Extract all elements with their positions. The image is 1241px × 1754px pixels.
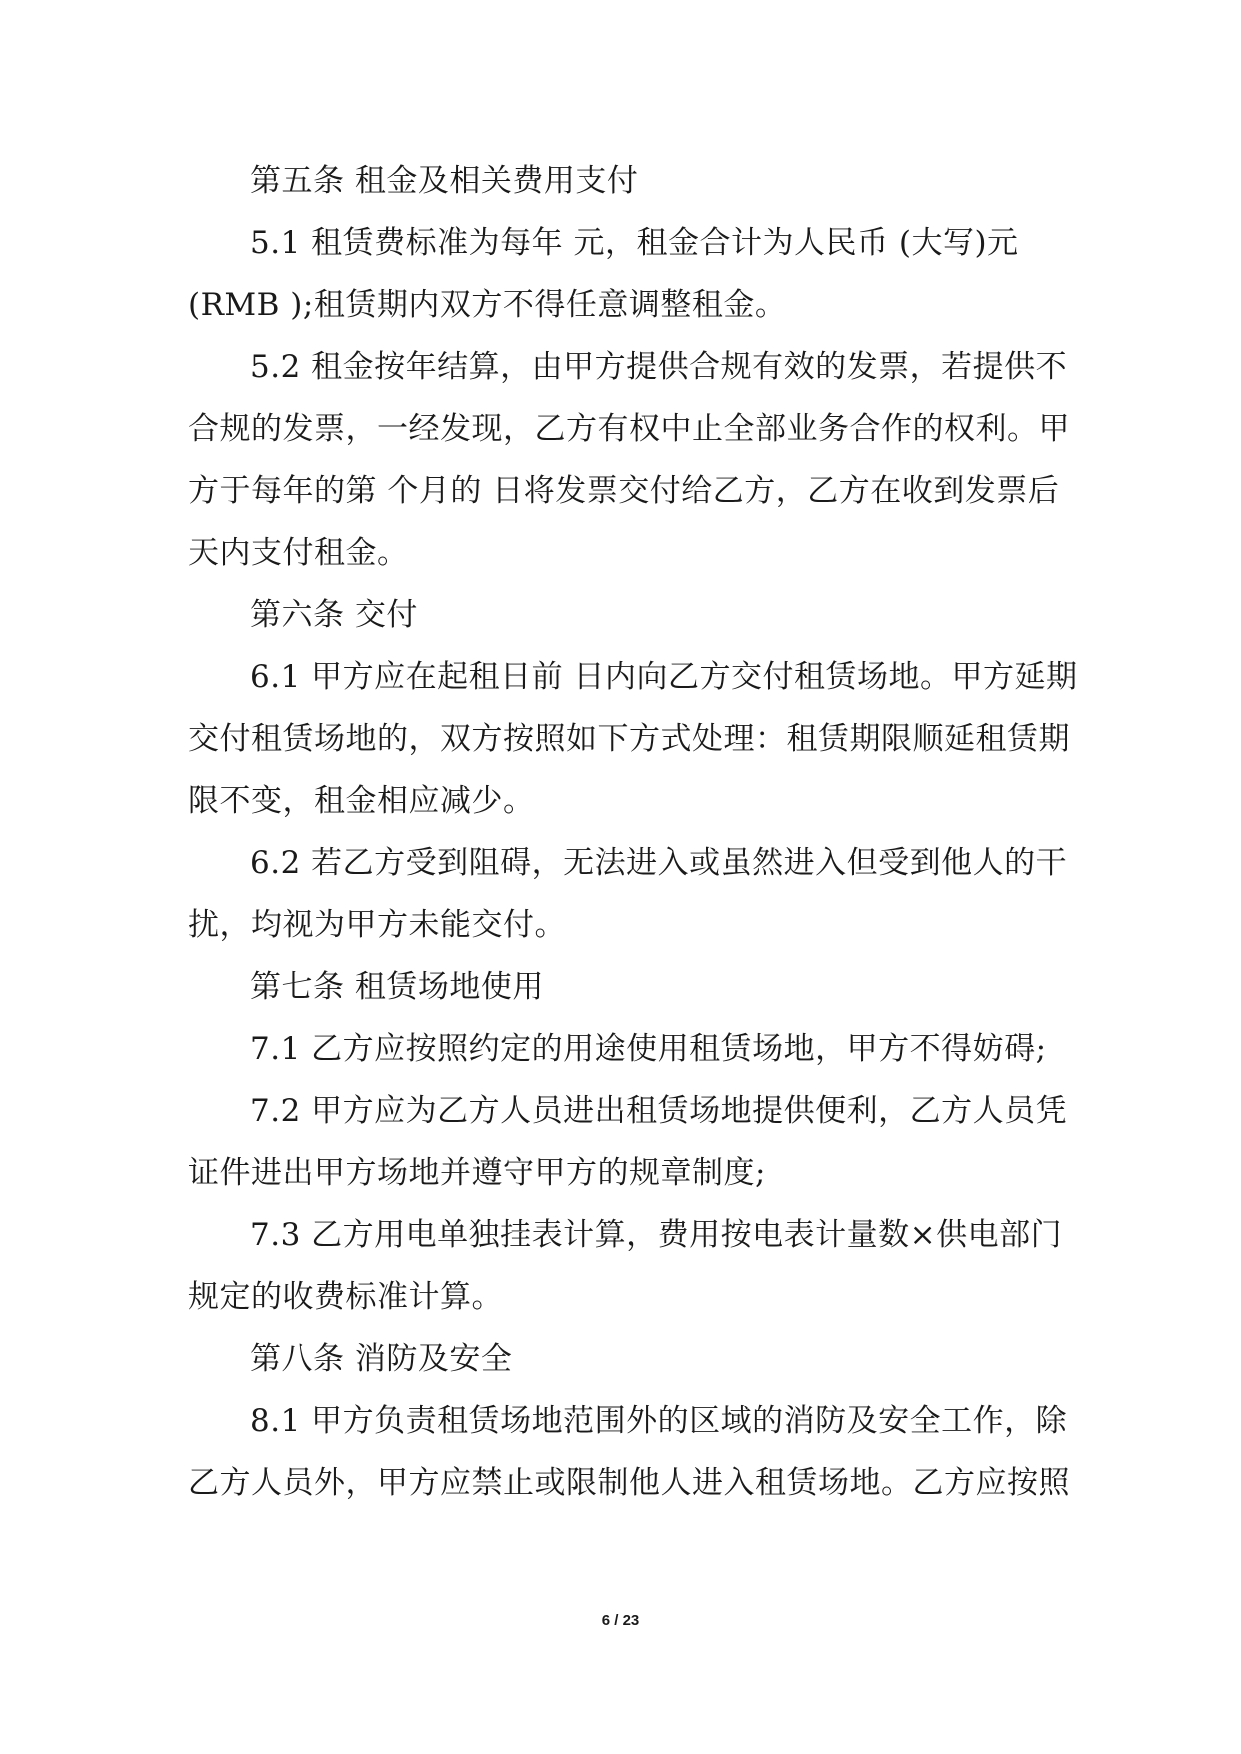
text-line: 乙方人员外，甲方应禁止或限制他人进入租赁场地。乙方应按照 [188, 1465, 1070, 1501]
article-heading-5: 第五条 租金及相关费用支付 [250, 163, 639, 199]
text-line: 6.2 若乙方受到阻碍，无法进入或虽然进入但受到他人的干 [250, 845, 1068, 881]
page-number: 6 / 23 [601, 1612, 640, 1629]
paragraph-8-1 [188, 1390, 1070, 1514]
text-line: 天内支付租金。 [188, 535, 409, 571]
text-line: 5.1 租赁费标准为每年 元，租金合计为人民币 (大写)元 [250, 225, 1019, 261]
paragraph-5-2 [188, 336, 1070, 584]
text-line: 规定的收费标准计算。 [188, 1279, 503, 1315]
text-line: 7.2 甲方应为乙方人员进出租赁场地提供便利，乙方人员凭 [250, 1093, 1068, 1129]
text-line: 5.2 租金按年结算，由甲方提供合规有效的发票，若提供不 [250, 349, 1068, 385]
text-line: 7.1 乙方应按照约定的用途使用租赁场地，甲方不得妨碍; [250, 1031, 1047, 1067]
text-line: 限不变，租金相应减少。 [188, 783, 535, 819]
paragraph-5-1 [188, 212, 1058, 336]
text-line: (RMB );租赁期内双方不得任意调整租金。 [188, 287, 787, 323]
text-line: 合规的发票，一经发现，乙方有权中止全部业务合作的权利。甲 [188, 411, 1070, 447]
text-line: 方于每年的第 个月的 日将发票交付给乙方，乙方在收到发票后 [188, 473, 1060, 509]
text-line: 扰，均视为甲方未能交付。 [188, 907, 566, 943]
text-line: 6.1 甲方应在起租日前 日内向乙方交付租赁场地。甲方延期 [250, 659, 1078, 695]
text-line: 8.1 甲方负责租赁场地范围外的区域的消防及安全工作，除 [250, 1403, 1068, 1439]
paragraph-6-1 [188, 646, 1078, 832]
paragraph-7-1 [188, 1018, 1058, 1080]
paragraph-6-2 [188, 832, 1068, 956]
paragraph-7-2 [188, 1080, 1068, 1204]
paragraph-7-3 [188, 1204, 1063, 1328]
article-heading-7: 第七条 租赁场地使用 [250, 969, 544, 1005]
text-line: 7.3 乙方用电单独挂表计算，费用按电表计量数×供电部门 [250, 1217, 1063, 1253]
text-line: 交付租赁场地的，双方按照如下方式处理：租赁期限顺延租赁期 [188, 721, 1070, 757]
text-line: 证件进出甲方场地并遵守甲方的规章制度; [188, 1155, 766, 1191]
document-body [188, 150, 1078, 1514]
article-heading-8: 第八条 消防及安全 [250, 1341, 513, 1377]
article-heading-6: 第六条 交付 [250, 597, 418, 633]
